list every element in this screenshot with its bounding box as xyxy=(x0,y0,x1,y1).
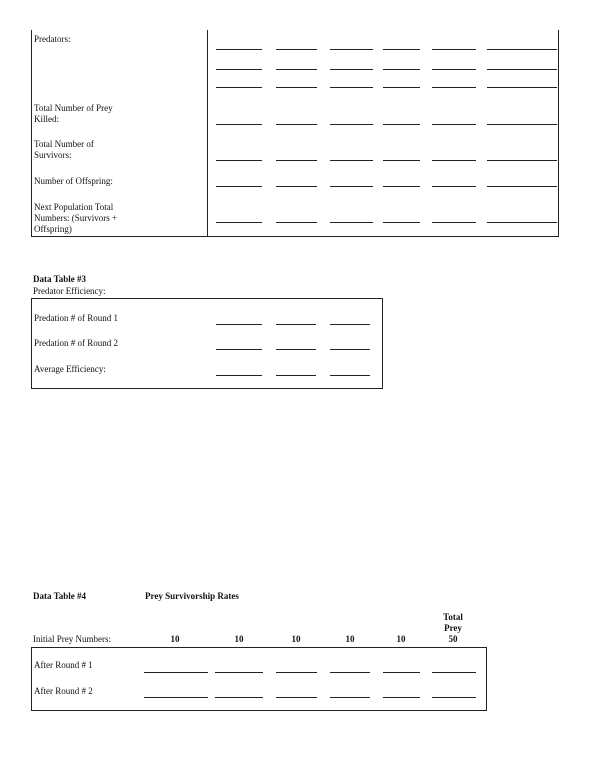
table3-answer-blank[interactable] xyxy=(216,349,262,350)
table2-answer-blank[interactable] xyxy=(330,49,373,50)
table2-left-border xyxy=(31,30,32,237)
table4-answer-blank[interactable] xyxy=(432,672,476,673)
table2-answer-blank[interactable] xyxy=(276,186,317,187)
table2-right-border xyxy=(558,30,559,237)
table4-answer-blank[interactable] xyxy=(330,672,370,673)
table4-initial-value: 10 xyxy=(396,634,406,644)
table2-answer-blank[interactable] xyxy=(276,124,317,125)
table2-answer-blank[interactable] xyxy=(276,160,317,161)
table4-answer-blank[interactable] xyxy=(432,697,476,698)
table2-answer-blank[interactable] xyxy=(330,124,373,125)
table2-label-offspring: Number of Offspring: xyxy=(34,176,113,186)
table2-label-survivors: Total Number of Survivors: xyxy=(34,139,94,160)
table4-answer-blank[interactable] xyxy=(383,697,420,698)
table2-answer-blank[interactable] xyxy=(330,186,373,187)
table3-answer-blank[interactable] xyxy=(330,349,370,350)
table2-answer-blank[interactable] xyxy=(432,87,476,88)
table2-answer-blank[interactable] xyxy=(216,69,262,70)
table2-answer-blank[interactable] xyxy=(383,160,420,161)
table4-answer-blank[interactable] xyxy=(276,672,317,673)
table2-answer-blank[interactable] xyxy=(216,49,262,50)
table2-label-predators: Predators: xyxy=(34,34,71,44)
table2-label-next-population: Next Population Total Numbers: (Survivors + Offspring) xyxy=(34,202,118,234)
table3-answer-blank[interactable] xyxy=(276,375,316,376)
table2-answer-blank[interactable] xyxy=(383,222,420,223)
table3-answer-blank[interactable] xyxy=(330,375,370,376)
table4-initial-value: 10 xyxy=(170,634,180,644)
table2-answer-blank[interactable] xyxy=(383,124,420,125)
table2-answer-blank[interactable] xyxy=(487,160,557,161)
table2-answer-blank[interactable] xyxy=(216,186,262,187)
table4-answer-blank[interactable] xyxy=(330,697,370,698)
table2-answer-blank[interactable] xyxy=(276,69,317,70)
table2-answer-blank[interactable] xyxy=(487,186,557,187)
table4-initial-value: 10 xyxy=(345,634,355,644)
table2-answer-blank[interactable] xyxy=(330,160,373,161)
table4-answer-blank[interactable] xyxy=(215,697,263,698)
table2-answer-blank[interactable] xyxy=(383,49,420,50)
table3-answer-blank[interactable] xyxy=(330,324,370,325)
table2-answer-blank[interactable] xyxy=(330,69,373,70)
table4-answer-blank[interactable] xyxy=(276,697,317,698)
table4-initial-label: Initial Prey Numbers: xyxy=(33,634,111,644)
table2-answer-blank[interactable] xyxy=(216,222,262,223)
table3-subtitle: Predator Efficiency: xyxy=(33,286,106,296)
table4-subtitle: Prey Survivorship Rates xyxy=(145,591,239,601)
table2-answer-blank[interactable] xyxy=(487,222,557,223)
table2-answer-blank[interactable] xyxy=(216,124,262,125)
table2-answer-blank[interactable] xyxy=(432,186,476,187)
table2-answer-blank[interactable] xyxy=(276,87,317,88)
table2-answer-blank[interactable] xyxy=(276,49,317,50)
table2-answer-blank[interactable] xyxy=(432,222,476,223)
table2-answer-blank[interactable] xyxy=(216,87,262,88)
table4-initial-value: 10 xyxy=(291,634,301,644)
table3-answer-blank[interactable] xyxy=(276,349,316,350)
table2-answer-blank[interactable] xyxy=(432,124,476,125)
table4-total-header: Total Prey xyxy=(443,612,463,633)
table3-answer-blank[interactable] xyxy=(216,375,262,376)
table2-answer-blank[interactable] xyxy=(330,222,373,223)
table2-answer-blank[interactable] xyxy=(383,186,420,187)
table3-answer-blank[interactable] xyxy=(216,324,262,325)
table2-answer-blank[interactable] xyxy=(330,87,373,88)
table2-answer-blank[interactable] xyxy=(487,49,557,50)
table3-label-round2: Predation # of Round 2 xyxy=(34,338,118,348)
table2-answer-blank[interactable] xyxy=(432,49,476,50)
table3-title: Data Table #3 xyxy=(33,274,87,284)
table2-answer-blank[interactable] xyxy=(383,69,420,70)
table2-label-prey-killed: Total Number of Prey Killed: xyxy=(34,103,113,124)
table3-label-round1: Predation # of Round 1 xyxy=(34,313,118,323)
table4-answer-blank[interactable] xyxy=(215,672,263,673)
table4-label-round2: After Round # 2 xyxy=(34,686,93,696)
table3-answer-blank[interactable] xyxy=(276,324,316,325)
table2-divider xyxy=(207,30,208,237)
table2-answer-blank[interactable] xyxy=(216,160,262,161)
table2-answer-blank[interactable] xyxy=(487,124,557,125)
table4-title: Data Table #4 xyxy=(33,591,87,601)
table3-label-average: Average Efficiency: xyxy=(34,364,106,374)
table2-answer-blank[interactable] xyxy=(487,69,557,70)
table2-answer-blank[interactable] xyxy=(487,87,557,88)
table2-answer-blank[interactable] xyxy=(383,87,420,88)
table4-total-value: 50 xyxy=(448,634,458,644)
table2-answer-blank[interactable] xyxy=(276,222,317,223)
table2-answer-blank[interactable] xyxy=(432,69,476,70)
table4-answer-blank[interactable] xyxy=(144,672,208,673)
table2-answer-blank[interactable] xyxy=(432,160,476,161)
table4-answer-blank[interactable] xyxy=(144,697,208,698)
table4-box xyxy=(31,647,487,711)
table2-bottom-border xyxy=(31,236,559,237)
table4-answer-blank[interactable] xyxy=(383,672,420,673)
table4-label-round1: After Round # 1 xyxy=(34,660,93,670)
table4-initial-value: 10 xyxy=(234,634,244,644)
